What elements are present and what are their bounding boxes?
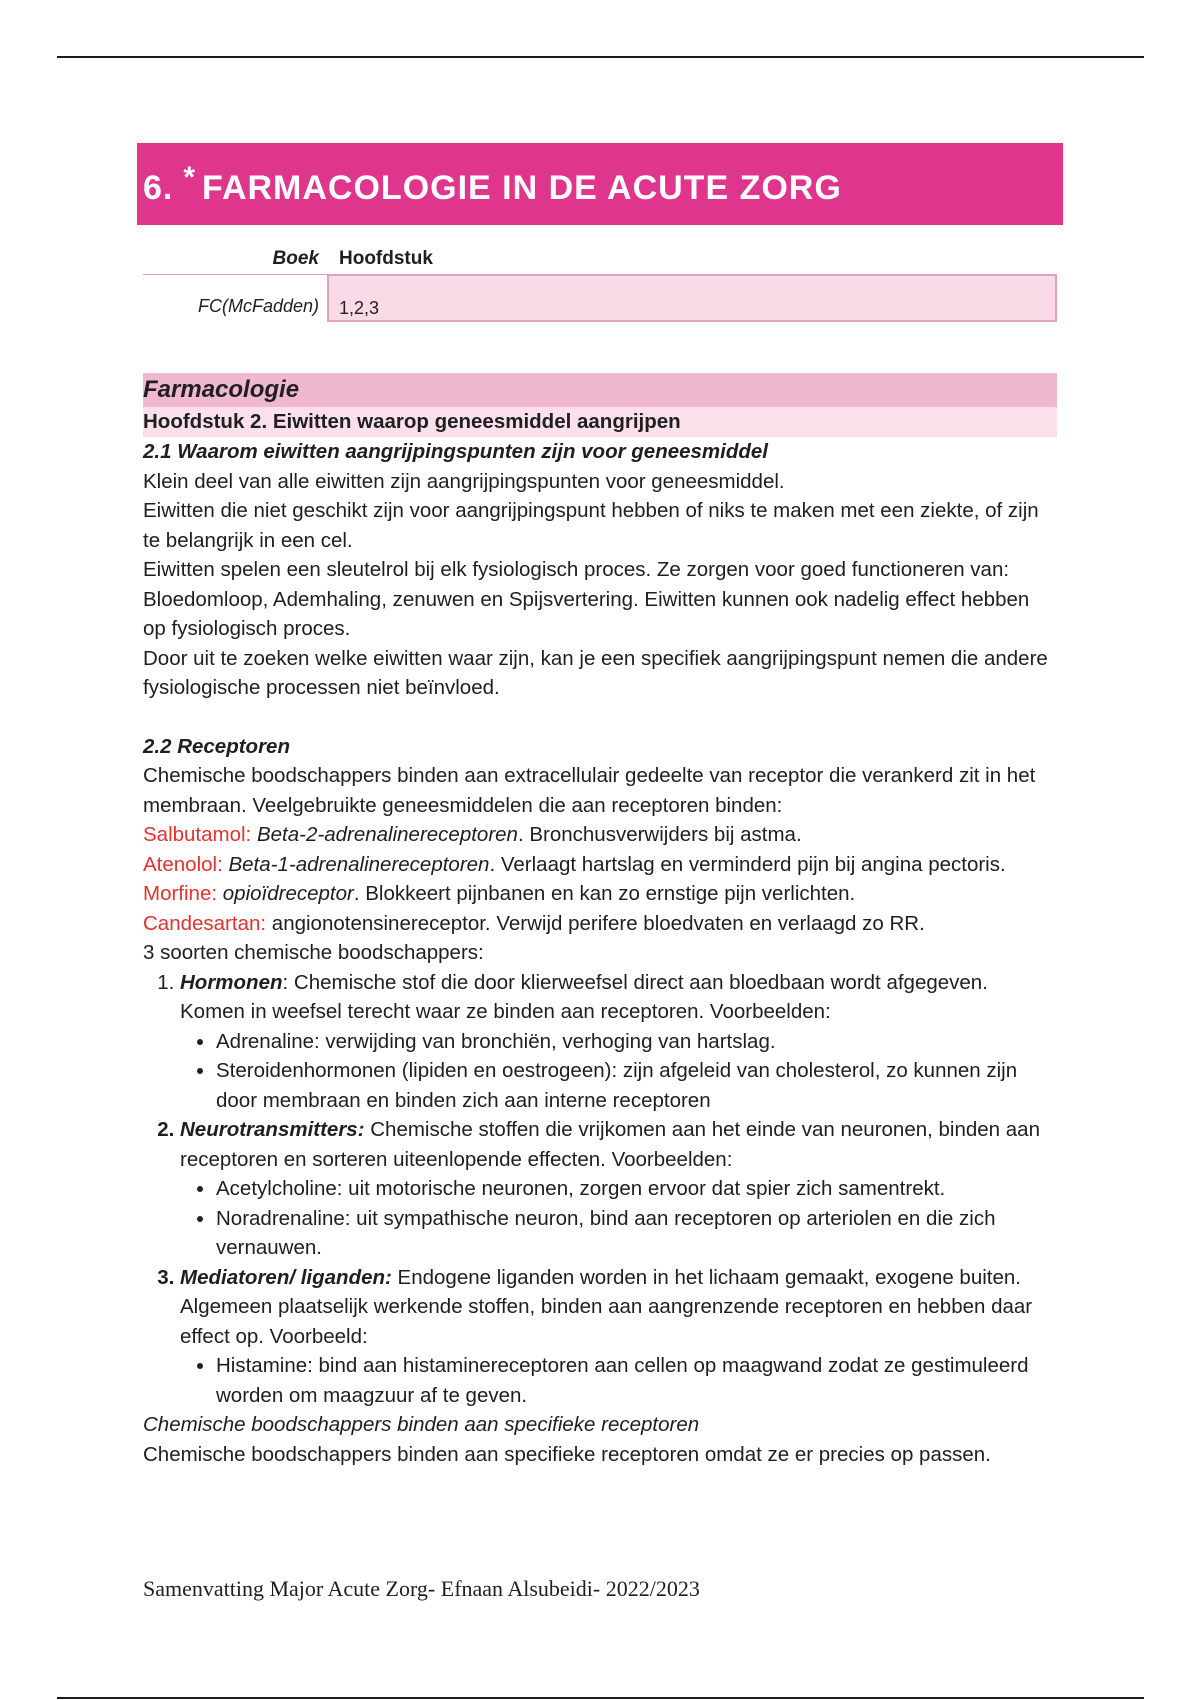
type-term: Hormonen [180, 970, 283, 994]
star-mark: * [183, 161, 197, 194]
table-row [143, 274, 1057, 322]
list-item: • Histamine: bind aan histaminereceptoren aan cellen op maagwand zodat ze gestimuleerd worden om maagzuur af te geven. [216, 1351, 1057, 1410]
paragraph: Eiwitten spelen een sleutelrol bij elk fysiologisch proces. Ze zorgen voor goed functioneren van: Bloedomloop, Ademhaling, zenuwen en Spijsvertering. Eiwitten kunnen ook nadelig effect hebben op fysiologisch proces. [143, 558, 1030, 640]
header-book: Boek [272, 248, 319, 269]
paragraph: Klein deel van alle eiwitten zijn aangrijpingspunten voor geneesmiddel. [143, 469, 785, 493]
drug-desc: . Bronchusverwijders bij astma. [517, 823, 802, 846]
top-rule [57, 56, 1144, 58]
drug-line [143, 820, 1057, 850]
examples-list [180, 1027, 1057, 1116]
drug-name: Atenolol: [143, 852, 223, 876]
section-subtitle: Hoofdstuk 2. Eiwitten waarop geneesmiddel aangrijpen [143, 407, 1057, 437]
type-term: Mediatoren/ liganden: [180, 1265, 392, 1289]
drug-target: Beta-2-adrenalinereceptoren [256, 823, 518, 846]
book-table-header [143, 246, 1057, 274]
drug-desc: angionotensinereceptor. Verwijd perifere bloedvaten en verlaagd zo RR. [271, 911, 925, 935]
spacer [143, 703, 1057, 732]
list-item [180, 1263, 1057, 1411]
list-item: • Steroidenhormonen (lipiden en oestrogeen): zijn afgeleid van cholesterol, zo kunnen zijn door membraan en binden zich aan interne receptoren [216, 1056, 1057, 1115]
drug-target: Beta-1-adrenalinereceptoren [228, 852, 490, 876]
page-footer: Samenvatting Major Acute Zorg- Efnaan Alsubeidi- 2022/2023 [143, 1576, 700, 1601]
drug-name: Salbutamol: [143, 823, 252, 846]
drug-line [143, 879, 1057, 909]
document-body [143, 373, 1057, 1469]
row-book: FC(McFadden) [197, 296, 319, 316]
list-item [180, 1115, 1057, 1263]
row-chapter: 1,2,3 [339, 298, 380, 318]
drug-desc: . Blokkeert pijnbanen en kan zo ernstige pijn verlichten. [353, 882, 856, 905]
type-sep: : [282, 970, 289, 994]
row-chapter-cell [327, 274, 1057, 322]
bottom-rule [57, 1697, 1144, 1699]
paragraph: Eiwitten die niet geschikt zijn voor aangrijpingspunt hebben of niks te maken met een ziekte, of zijn te belangrijk in een cel. [143, 499, 1039, 552]
examples-list [180, 1174, 1057, 1263]
book-table [143, 246, 1057, 318]
header-chapter: Hoofdstuk [339, 248, 433, 269]
examples-list [180, 1351, 1057, 1410]
heading-2-1: 2.1 Waarom eiwitten aangrijpingspunten zijn voor geneesmiddel [143, 440, 768, 463]
drug-target: opioïdreceptor [222, 882, 354, 905]
list-item: • Adrenaline: verwijding van bronchiën, verhoging van hartslag. [216, 1027, 1057, 1057]
list-item [180, 968, 1057, 1116]
closing-heading: Chemische boodschappers binden aan specifieke receptoren [143, 1413, 700, 1436]
drug-line [143, 850, 1057, 880]
chapter-number: 6. [143, 169, 174, 207]
drug-name: Morfine: [143, 882, 218, 905]
drug-line [143, 909, 1057, 939]
drug-name: Candesartan: [143, 911, 267, 935]
list-item: • Noradrenaline: uit sympathische neuron, bind aan receptoren op arteriolen en die zich vernauwen. [216, 1204, 1057, 1263]
heading-2-2: 2.2 Receptoren [143, 734, 290, 758]
type-desc: Chemische stoffen die vrijkomen aan het einde van neuronen, binden aan receptoren en sorteren uiteenlopende effecten. Voorbeelden: [180, 1118, 1040, 1171]
type-desc: Endogene liganden worden in het lichaam gemaakt, exogene buiten. Algemeen plaatselijk werkende stoffen, binden aan aangrenzende receptoren en hebben daar effect op. Voorbeeld: [180, 1265, 1033, 1348]
paragraph: Door uit te zoeken welke eiwitten waar zijn, kan je een specifiek aangrijpingspunt nemen die andere fysiologische processen niet beïnvloed. [143, 646, 1048, 699]
chapter-title: FARMACOLOGIE IN DE ACUTE ZORG [202, 169, 842, 207]
type-term: Neurotransmitters: [180, 1118, 365, 1141]
messenger-types-list [143, 968, 1057, 1411]
type-desc: Chemische stof die door klierweefsel direct aan bloedbaan wordt afgegeven. Komen in weefsel terecht waar ze binden aan receptoren. Voorbeelden: [180, 970, 988, 1023]
section-title: Farmacologie [143, 373, 1057, 407]
chapter-banner [137, 143, 1063, 225]
paragraph: 3 soorten chemische boodschappers: [143, 941, 484, 964]
list-item: • Acetylcholine: uit motorische neuronen, zorgen ervoor dat spier zich samentrekt. [216, 1174, 1057, 1204]
drug-desc: . Verlaagt hartslag en verminderd pijn bij angina pectoris. [489, 852, 1006, 876]
paragraph: Chemische boodschappers binden aan specifieke receptoren omdat ze er precies op passen. [143, 1442, 991, 1466]
paragraph: Chemische boodschappers binden aan extracellulair gedeelte van receptor die verankerd zit in het membraan. Veelgebruikte geneesmiddelen die aan receptoren binden: [143, 764, 1036, 817]
